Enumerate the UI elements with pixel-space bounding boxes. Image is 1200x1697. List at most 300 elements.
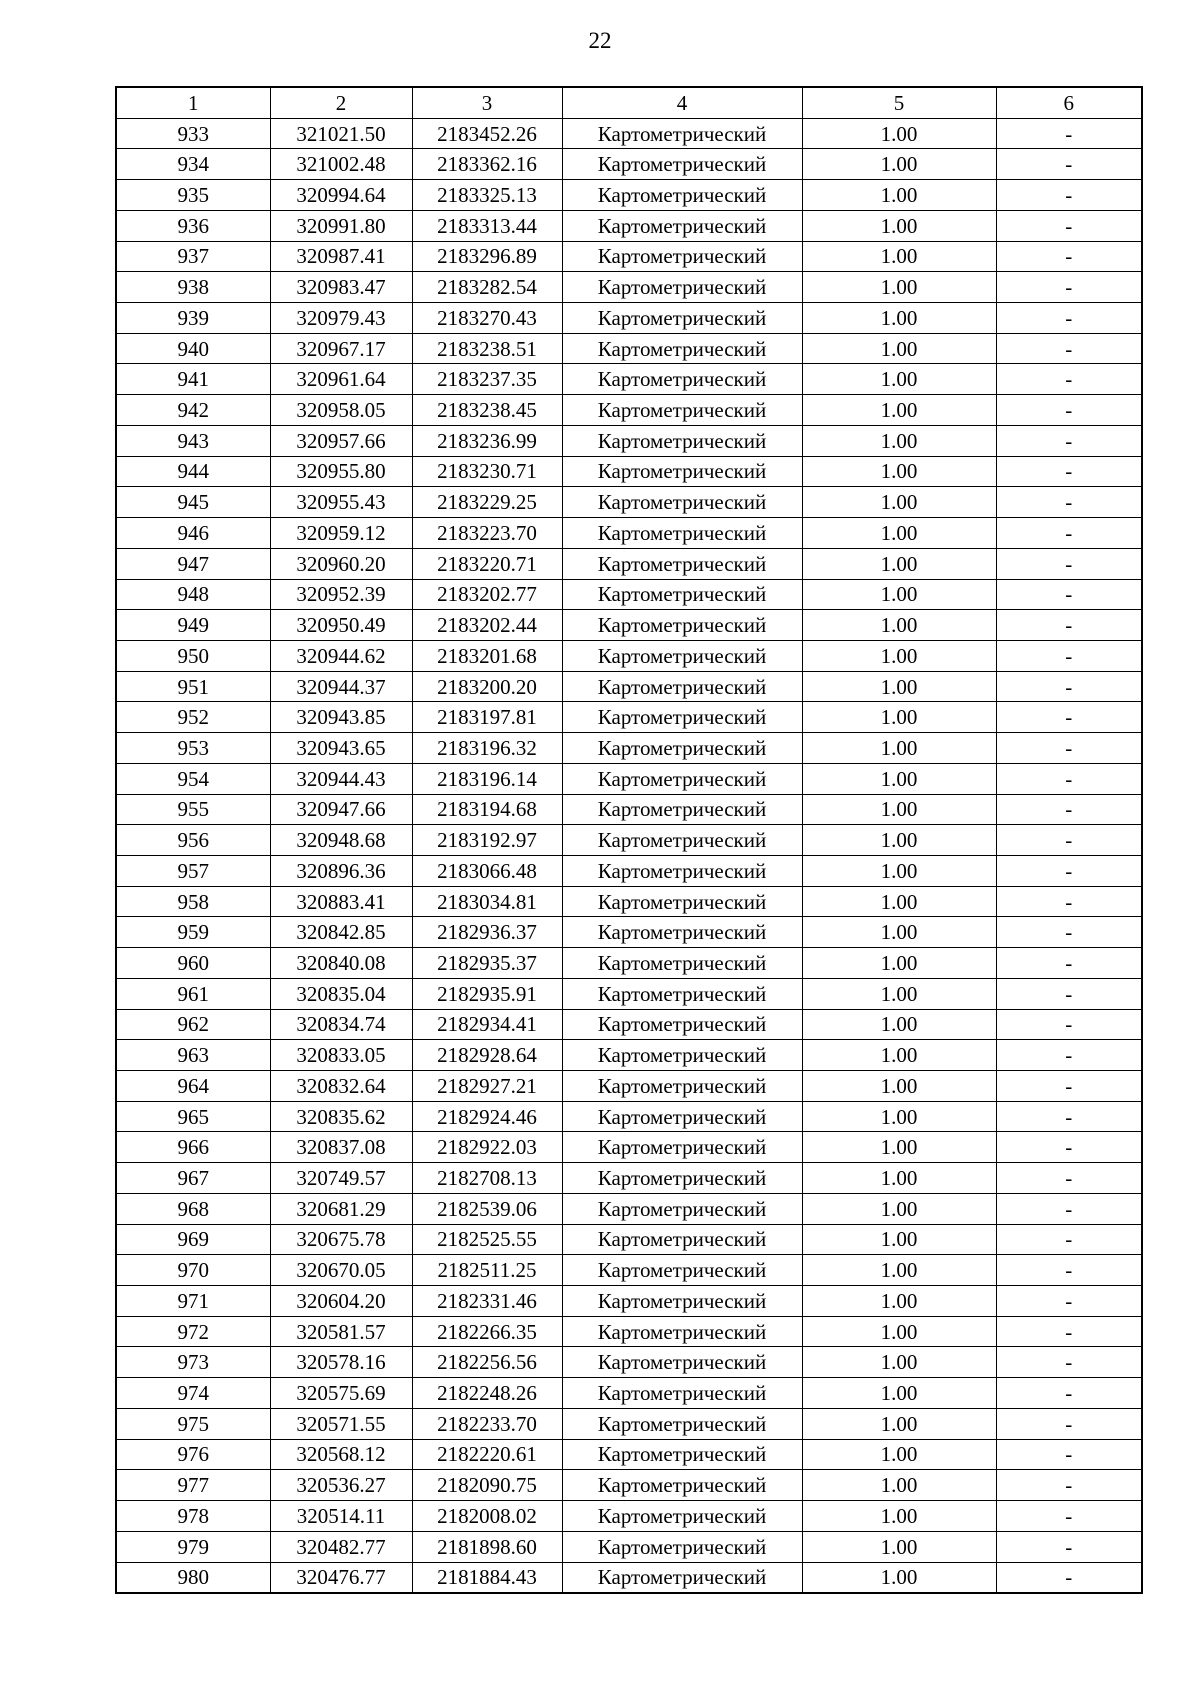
point-number-cell: 979	[116, 1531, 270, 1562]
method-cell: Картометрический	[562, 1132, 802, 1163]
table-row	[116, 1071, 1142, 1102]
accuracy-cell: 1.00	[802, 118, 996, 149]
y-coordinate-cell: 2182233.70	[412, 1408, 562, 1439]
note-cell: -	[996, 333, 1142, 364]
note-cell: -	[996, 1470, 1142, 1501]
accuracy-cell: 1.00	[802, 1408, 996, 1439]
x-coordinate-cell: 320947.66	[270, 794, 412, 825]
x-coordinate-cell: 320842.85	[270, 917, 412, 948]
x-coordinate-cell: 320833.05	[270, 1040, 412, 1071]
point-number-cell: 942	[116, 395, 270, 426]
x-coordinate-cell: 320675.78	[270, 1224, 412, 1255]
method-cell: Картометрический	[562, 395, 802, 426]
method-cell: Картометрический	[562, 210, 802, 241]
y-coordinate-cell: 2183196.14	[412, 763, 562, 794]
note-cell: -	[996, 978, 1142, 1009]
accuracy-cell: 1.00	[802, 917, 996, 948]
x-coordinate-cell: 320961.64	[270, 364, 412, 395]
note-cell: -	[996, 1040, 1142, 1071]
note-cell: -	[996, 1101, 1142, 1132]
accuracy-cell: 1.00	[802, 640, 996, 671]
method-cell: Картометрический	[562, 948, 802, 979]
point-number-cell: 966	[116, 1132, 270, 1163]
table-row	[116, 1132, 1142, 1163]
table-body	[116, 118, 1142, 1593]
column-header: 2	[270, 87, 412, 118]
accuracy-cell: 1.00	[802, 579, 996, 610]
method-cell: Картометрический	[562, 1347, 802, 1378]
table-row	[116, 272, 1142, 303]
y-coordinate-cell: 2182220.61	[412, 1439, 562, 1470]
table-row	[116, 855, 1142, 886]
x-coordinate-cell: 320604.20	[270, 1286, 412, 1317]
table-row	[116, 303, 1142, 334]
x-coordinate-cell: 320987.41	[270, 241, 412, 272]
point-number-cell: 947	[116, 548, 270, 579]
y-coordinate-cell: 2183034.81	[412, 886, 562, 917]
method-cell: Картометрический	[562, 456, 802, 487]
y-coordinate-cell: 2183192.97	[412, 825, 562, 856]
table-row	[116, 1501, 1142, 1532]
accuracy-cell: 1.00	[802, 702, 996, 733]
y-coordinate-cell: 2183296.89	[412, 241, 562, 272]
y-coordinate-cell: 2183325.13	[412, 180, 562, 211]
point-number-cell: 980	[116, 1562, 270, 1593]
point-number-cell: 940	[116, 333, 270, 364]
accuracy-cell: 1.00	[802, 825, 996, 856]
y-coordinate-cell: 2183236.99	[412, 425, 562, 456]
method-cell: Картометрический	[562, 425, 802, 456]
point-number-cell: 939	[116, 303, 270, 334]
table-row	[116, 1163, 1142, 1194]
method-cell: Картометрический	[562, 794, 802, 825]
accuracy-cell: 1.00	[802, 1009, 996, 1040]
note-cell: -	[996, 548, 1142, 579]
accuracy-cell: 1.00	[802, 1193, 996, 1224]
x-coordinate-cell: 320834.74	[270, 1009, 412, 1040]
accuracy-cell: 1.00	[802, 364, 996, 395]
method-cell: Картометрический	[562, 180, 802, 211]
note-cell: -	[996, 825, 1142, 856]
point-number-cell: 971	[116, 1286, 270, 1317]
method-cell: Картометрический	[562, 1101, 802, 1132]
x-coordinate-cell: 320960.20	[270, 548, 412, 579]
note-cell: -	[996, 1163, 1142, 1194]
y-coordinate-cell: 2183238.51	[412, 333, 562, 364]
table-row	[116, 1470, 1142, 1501]
x-coordinate-cell: 320840.08	[270, 948, 412, 979]
y-coordinate-cell: 2182539.06	[412, 1193, 562, 1224]
x-coordinate-cell: 320955.43	[270, 487, 412, 518]
table-row	[116, 610, 1142, 641]
table-row	[116, 1531, 1142, 1562]
note-cell: -	[996, 1224, 1142, 1255]
point-number-cell: 950	[116, 640, 270, 671]
method-cell: Картометрический	[562, 548, 802, 579]
table-row	[116, 825, 1142, 856]
point-number-cell: 938	[116, 272, 270, 303]
table-row	[116, 118, 1142, 149]
point-number-cell: 957	[116, 855, 270, 886]
method-cell: Картометрический	[562, 303, 802, 334]
note-cell: -	[996, 948, 1142, 979]
y-coordinate-cell: 2183202.77	[412, 579, 562, 610]
x-coordinate-cell: 320950.49	[270, 610, 412, 641]
method-cell: Картометрический	[562, 1562, 802, 1593]
table-row	[116, 518, 1142, 549]
x-coordinate-cell: 320967.17	[270, 333, 412, 364]
table-row	[116, 1408, 1142, 1439]
point-number-cell: 973	[116, 1347, 270, 1378]
point-number-cell: 946	[116, 518, 270, 549]
point-number-cell: 972	[116, 1316, 270, 1347]
method-cell: Картометрический	[562, 733, 802, 764]
accuracy-cell: 1.00	[802, 978, 996, 1009]
method-cell: Картометрический	[562, 702, 802, 733]
table-row	[116, 364, 1142, 395]
accuracy-cell: 1.00	[802, 395, 996, 426]
accuracy-cell: 1.00	[802, 1316, 996, 1347]
note-cell: -	[996, 272, 1142, 303]
x-coordinate-cell: 320948.68	[270, 825, 412, 856]
x-coordinate-cell: 320943.65	[270, 733, 412, 764]
point-number-cell: 945	[116, 487, 270, 518]
x-coordinate-cell: 320944.37	[270, 671, 412, 702]
accuracy-cell: 1.00	[802, 886, 996, 917]
x-coordinate-cell: 320832.64	[270, 1071, 412, 1102]
point-number-cell: 959	[116, 917, 270, 948]
note-cell: -	[996, 1562, 1142, 1593]
note-cell: -	[996, 1347, 1142, 1378]
accuracy-cell: 1.00	[802, 1286, 996, 1317]
y-coordinate-cell: 2183270.43	[412, 303, 562, 334]
accuracy-cell: 1.00	[802, 1132, 996, 1163]
accuracy-cell: 1.00	[802, 1501, 996, 1532]
accuracy-cell: 1.00	[802, 425, 996, 456]
note-cell: -	[996, 1009, 1142, 1040]
point-number-cell: 970	[116, 1255, 270, 1286]
point-number-cell: 944	[116, 456, 270, 487]
accuracy-cell: 1.00	[802, 1347, 996, 1378]
method-cell: Картометрический	[562, 579, 802, 610]
x-coordinate-cell: 320955.80	[270, 456, 412, 487]
point-number-cell: 933	[116, 118, 270, 149]
x-coordinate-cell: 320944.43	[270, 763, 412, 794]
note-cell: -	[996, 794, 1142, 825]
y-coordinate-cell: 2182266.35	[412, 1316, 562, 1347]
point-number-cell: 955	[116, 794, 270, 825]
table-row	[116, 794, 1142, 825]
y-coordinate-cell: 2183200.20	[412, 671, 562, 702]
y-coordinate-cell: 2183223.70	[412, 518, 562, 549]
accuracy-cell: 1.00	[802, 1101, 996, 1132]
table-row	[116, 425, 1142, 456]
table-row	[116, 1378, 1142, 1409]
y-coordinate-cell: 2183362.16	[412, 149, 562, 180]
point-number-cell: 974	[116, 1378, 270, 1409]
y-coordinate-cell: 2182708.13	[412, 1163, 562, 1194]
y-coordinate-cell: 2182934.41	[412, 1009, 562, 1040]
note-cell: -	[996, 1531, 1142, 1562]
method-cell: Картометрический	[562, 272, 802, 303]
x-coordinate-cell: 320979.43	[270, 303, 412, 334]
method-cell: Картометрический	[562, 610, 802, 641]
table-row	[116, 886, 1142, 917]
accuracy-cell: 1.00	[802, 1531, 996, 1562]
x-coordinate-cell: 320578.16	[270, 1347, 412, 1378]
x-coordinate-cell: 320568.12	[270, 1439, 412, 1470]
x-coordinate-cell: 320482.77	[270, 1531, 412, 1562]
accuracy-cell: 1.00	[802, 487, 996, 518]
y-coordinate-cell: 2182924.46	[412, 1101, 562, 1132]
method-cell: Картометрический	[562, 241, 802, 272]
method-cell: Картометрический	[562, 1470, 802, 1501]
point-number-cell: 976	[116, 1439, 270, 1470]
x-coordinate-cell: 320514.11	[270, 1501, 412, 1532]
y-coordinate-cell: 2183313.44	[412, 210, 562, 241]
y-coordinate-cell: 2182525.55	[412, 1224, 562, 1255]
table-row	[116, 1562, 1142, 1593]
method-cell: Картометрический	[562, 1224, 802, 1255]
accuracy-cell: 1.00	[802, 1439, 996, 1470]
table-row	[116, 487, 1142, 518]
y-coordinate-cell: 2181898.60	[412, 1531, 562, 1562]
x-coordinate-cell: 320835.62	[270, 1101, 412, 1132]
note-cell: -	[996, 733, 1142, 764]
x-coordinate-cell: 320835.04	[270, 978, 412, 1009]
point-number-cell: 934	[116, 149, 270, 180]
note-cell: -	[996, 1193, 1142, 1224]
method-cell: Картометрический	[562, 855, 802, 886]
table-row	[116, 1193, 1142, 1224]
y-coordinate-cell: 2183220.71	[412, 548, 562, 579]
table-row	[116, 579, 1142, 610]
method-cell: Картометрический	[562, 333, 802, 364]
method-cell: Картометрический	[562, 1193, 802, 1224]
accuracy-cell: 1.00	[802, 180, 996, 211]
note-cell: -	[996, 763, 1142, 794]
method-cell: Картометрический	[562, 1040, 802, 1071]
y-coordinate-cell: 2183230.71	[412, 456, 562, 487]
note-cell: -	[996, 702, 1142, 733]
method-cell: Картометрический	[562, 518, 802, 549]
x-coordinate-cell: 320581.57	[270, 1316, 412, 1347]
note-cell: -	[996, 425, 1142, 456]
note-cell: -	[996, 210, 1142, 241]
accuracy-cell: 1.00	[802, 149, 996, 180]
x-coordinate-cell: 320943.85	[270, 702, 412, 733]
accuracy-cell: 1.00	[802, 1224, 996, 1255]
accuracy-cell: 1.00	[802, 456, 996, 487]
method-cell: Картометрический	[562, 1163, 802, 1194]
x-coordinate-cell: 320571.55	[270, 1408, 412, 1439]
table-row	[116, 702, 1142, 733]
method-cell: Картометрический	[562, 978, 802, 1009]
column-header: 3	[412, 87, 562, 118]
accuracy-cell: 1.00	[802, 610, 996, 641]
point-number-cell: 952	[116, 702, 270, 733]
y-coordinate-cell: 2183237.35	[412, 364, 562, 395]
x-coordinate-cell: 321021.50	[270, 118, 412, 149]
note-cell: -	[996, 518, 1142, 549]
point-number-cell: 935	[116, 180, 270, 211]
y-coordinate-cell: 2182935.37	[412, 948, 562, 979]
table-row	[116, 456, 1142, 487]
table-row	[116, 671, 1142, 702]
accuracy-cell: 1.00	[802, 1255, 996, 1286]
accuracy-cell: 1.00	[802, 241, 996, 272]
method-cell: Картометрический	[562, 1286, 802, 1317]
x-coordinate-cell: 320670.05	[270, 1255, 412, 1286]
column-header: 1	[116, 87, 270, 118]
note-cell: -	[996, 487, 1142, 518]
table-row	[116, 149, 1142, 180]
x-coordinate-cell: 321002.48	[270, 149, 412, 180]
y-coordinate-cell: 2182256.56	[412, 1347, 562, 1378]
note-cell: -	[996, 1286, 1142, 1317]
page-number: 22	[588, 28, 612, 53]
note-cell: -	[996, 1071, 1142, 1102]
note-cell: -	[996, 241, 1142, 272]
y-coordinate-cell: 2182511.25	[412, 1255, 562, 1286]
y-coordinate-cell: 2181884.43	[412, 1562, 562, 1593]
accuracy-cell: 1.00	[802, 210, 996, 241]
y-coordinate-cell: 2183282.54	[412, 272, 562, 303]
table-header-row	[116, 87, 1142, 118]
y-coordinate-cell: 2182922.03	[412, 1132, 562, 1163]
y-coordinate-cell: 2182928.64	[412, 1040, 562, 1071]
point-number-cell: 958	[116, 886, 270, 917]
method-cell: Картометрический	[562, 917, 802, 948]
point-number-cell: 936	[116, 210, 270, 241]
note-cell: -	[996, 118, 1142, 149]
point-number-cell: 943	[116, 425, 270, 456]
note-cell: -	[996, 395, 1142, 426]
note-cell: -	[996, 303, 1142, 334]
method-cell: Картометрический	[562, 487, 802, 518]
accuracy-cell: 1.00	[802, 333, 996, 364]
note-cell: -	[996, 1501, 1142, 1532]
point-number-cell: 951	[116, 671, 270, 702]
point-number-cell: 964	[116, 1071, 270, 1102]
table-row	[116, 640, 1142, 671]
table-row	[116, 1255, 1142, 1286]
y-coordinate-cell: 2183452.26	[412, 118, 562, 149]
point-number-cell: 953	[116, 733, 270, 764]
method-cell: Картометрический	[562, 763, 802, 794]
note-cell: -	[996, 1255, 1142, 1286]
method-cell: Картометрический	[562, 1009, 802, 1040]
table-row	[116, 917, 1142, 948]
y-coordinate-cell: 2183229.25	[412, 487, 562, 518]
method-cell: Картометрический	[562, 886, 802, 917]
y-coordinate-cell: 2182927.21	[412, 1071, 562, 1102]
table-row	[116, 1347, 1142, 1378]
method-cell: Картометрический	[562, 1071, 802, 1102]
point-number-cell: 948	[116, 579, 270, 610]
method-cell: Картометрический	[562, 118, 802, 149]
x-coordinate-cell: 320837.08	[270, 1132, 412, 1163]
method-cell: Картометрический	[562, 1316, 802, 1347]
table-row	[116, 395, 1142, 426]
note-cell: -	[996, 149, 1142, 180]
note-cell: -	[996, 180, 1142, 211]
x-coordinate-cell: 320959.12	[270, 518, 412, 549]
table-row	[116, 1101, 1142, 1132]
y-coordinate-cell: 2182248.26	[412, 1378, 562, 1409]
x-coordinate-cell: 320952.39	[270, 579, 412, 610]
method-cell: Картометрический	[562, 1439, 802, 1470]
method-cell: Картометрический	[562, 1255, 802, 1286]
y-coordinate-cell: 2183194.68	[412, 794, 562, 825]
point-number-cell: 977	[116, 1470, 270, 1501]
table-row	[116, 210, 1142, 241]
method-cell: Картометрический	[562, 640, 802, 671]
x-coordinate-cell: 320991.80	[270, 210, 412, 241]
table-row	[116, 1286, 1142, 1317]
method-cell: Картометрический	[562, 364, 802, 395]
point-number-cell: 960	[116, 948, 270, 979]
table-row	[116, 1316, 1142, 1347]
y-coordinate-cell: 2183066.48	[412, 855, 562, 886]
x-coordinate-cell: 320749.57	[270, 1163, 412, 1194]
column-header: 6	[996, 87, 1142, 118]
method-cell: Картометрический	[562, 825, 802, 856]
point-number-cell: 941	[116, 364, 270, 395]
table-row	[116, 1224, 1142, 1255]
note-cell: -	[996, 1439, 1142, 1470]
x-coordinate-cell: 320944.62	[270, 640, 412, 671]
coordinates-table	[115, 86, 1143, 1594]
x-coordinate-cell: 320681.29	[270, 1193, 412, 1224]
y-coordinate-cell: 2183196.32	[412, 733, 562, 764]
accuracy-cell: 1.00	[802, 303, 996, 334]
accuracy-cell: 1.00	[802, 272, 996, 303]
note-cell: -	[996, 456, 1142, 487]
note-cell: -	[996, 640, 1142, 671]
point-number-cell: 956	[116, 825, 270, 856]
point-number-cell: 954	[116, 763, 270, 794]
point-number-cell: 978	[116, 1501, 270, 1532]
accuracy-cell: 1.00	[802, 948, 996, 979]
note-cell: -	[996, 855, 1142, 886]
method-cell: Картометрический	[562, 671, 802, 702]
method-cell: Картометрический	[562, 1408, 802, 1439]
method-cell: Картометрический	[562, 1531, 802, 1562]
x-coordinate-cell: 320958.05	[270, 395, 412, 426]
point-number-cell: 949	[116, 610, 270, 641]
table-row	[116, 1040, 1142, 1071]
table-row	[116, 180, 1142, 211]
accuracy-cell: 1.00	[802, 794, 996, 825]
column-header: 5	[802, 87, 996, 118]
accuracy-cell: 1.00	[802, 763, 996, 794]
x-coordinate-cell: 320957.66	[270, 425, 412, 456]
note-cell: -	[996, 1408, 1142, 1439]
table-row	[116, 763, 1142, 794]
x-coordinate-cell: 320883.41	[270, 886, 412, 917]
accuracy-cell: 1.00	[802, 1562, 996, 1593]
table-row	[116, 733, 1142, 764]
accuracy-cell: 1.00	[802, 733, 996, 764]
accuracy-cell: 1.00	[802, 671, 996, 702]
point-number-cell: 968	[116, 1193, 270, 1224]
accuracy-cell: 1.00	[802, 855, 996, 886]
y-coordinate-cell: 2182008.02	[412, 1501, 562, 1532]
point-number-cell: 967	[116, 1163, 270, 1194]
note-cell: -	[996, 1378, 1142, 1409]
x-coordinate-cell: 320536.27	[270, 1470, 412, 1501]
